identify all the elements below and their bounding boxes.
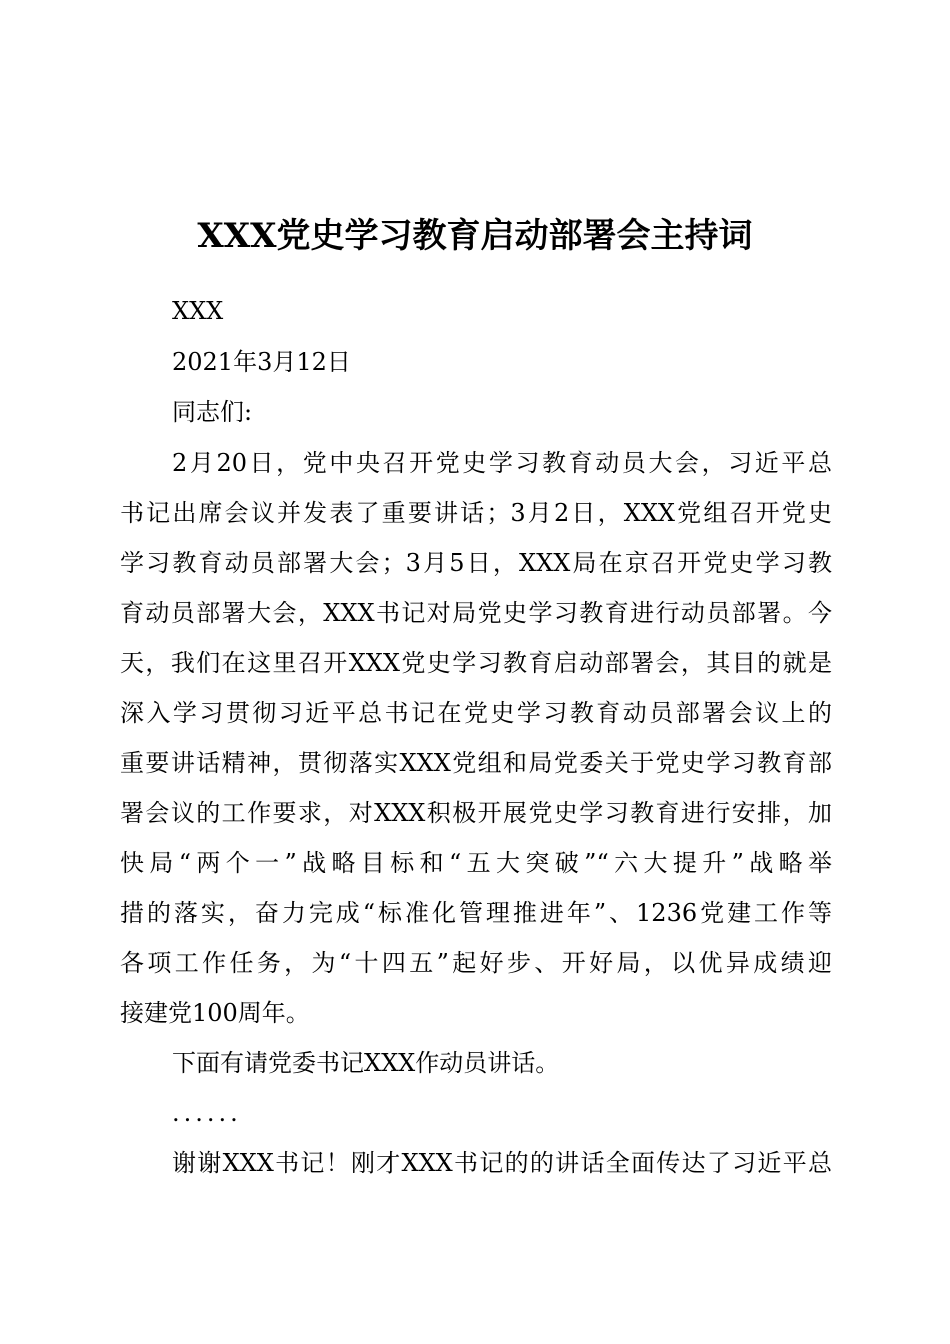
document-title: XXX党史学习教育启动部署会主持词	[197, 216, 753, 256]
date-line: 2021年3月12日	[172, 348, 351, 376]
ellipsis-line: ......	[172, 1099, 242, 1127]
paragraph1-line-1: 2月20日，党中央召开党史学习教育动员大会，习近平总	[172, 449, 832, 477]
salutation-line: 同志们:	[172, 398, 253, 426]
paragraph2-line: 下面有请党委书记XXX作动员讲话。	[172, 1049, 560, 1077]
paragraph1-line-4: 育动员部署大会，XXX书记对局党史学习教育进行动员部署。今	[120, 599, 832, 627]
paragraph1-line-8: 署会议的工作要求，对XXX积极开展党史学习教育进行安排，加	[120, 799, 832, 827]
paragraph1-line-2: 书记出席会议并发表了重要讲话；3月2日，XXX党组召开党史	[120, 499, 832, 527]
paragraph1-line-3: 学习教育动员部署大会；3月5日，XXX局在京召开党史学习教	[120, 549, 832, 577]
paragraph1-line-12: 接建党100周年。	[120, 999, 310, 1027]
paragraph1-line-6: 深入学习贯彻习近平总书记在党史学习教育动员部署会议上的	[120, 699, 832, 727]
paragraph1-line-10: 措的落实，奋力完成“标准化管理推进年”、1236党建工作等	[120, 899, 832, 927]
paragraph1-line-11: 各项工作任务，为“十四五”起好步、开好局，以优异成绩迎	[120, 949, 832, 977]
paragraph1-line-7: 重要讲话精神，贯彻落实XXX党组和局党委关于党史学习教育部	[120, 749, 832, 777]
paragraph3-line-1: 谢谢XXX书记！刚才XXX书记的的讲话全面传达了习近平总	[172, 1149, 832, 1177]
author-line: XXX	[172, 297, 224, 325]
paragraph1-line-9: 快局“两个一”战略目标和“五大突破”“六大提升”战略举	[120, 849, 832, 877]
paragraph1-line-5: 天，我们在这里召开XXX党史学习教育启动部署会，其目的就是	[120, 649, 832, 677]
